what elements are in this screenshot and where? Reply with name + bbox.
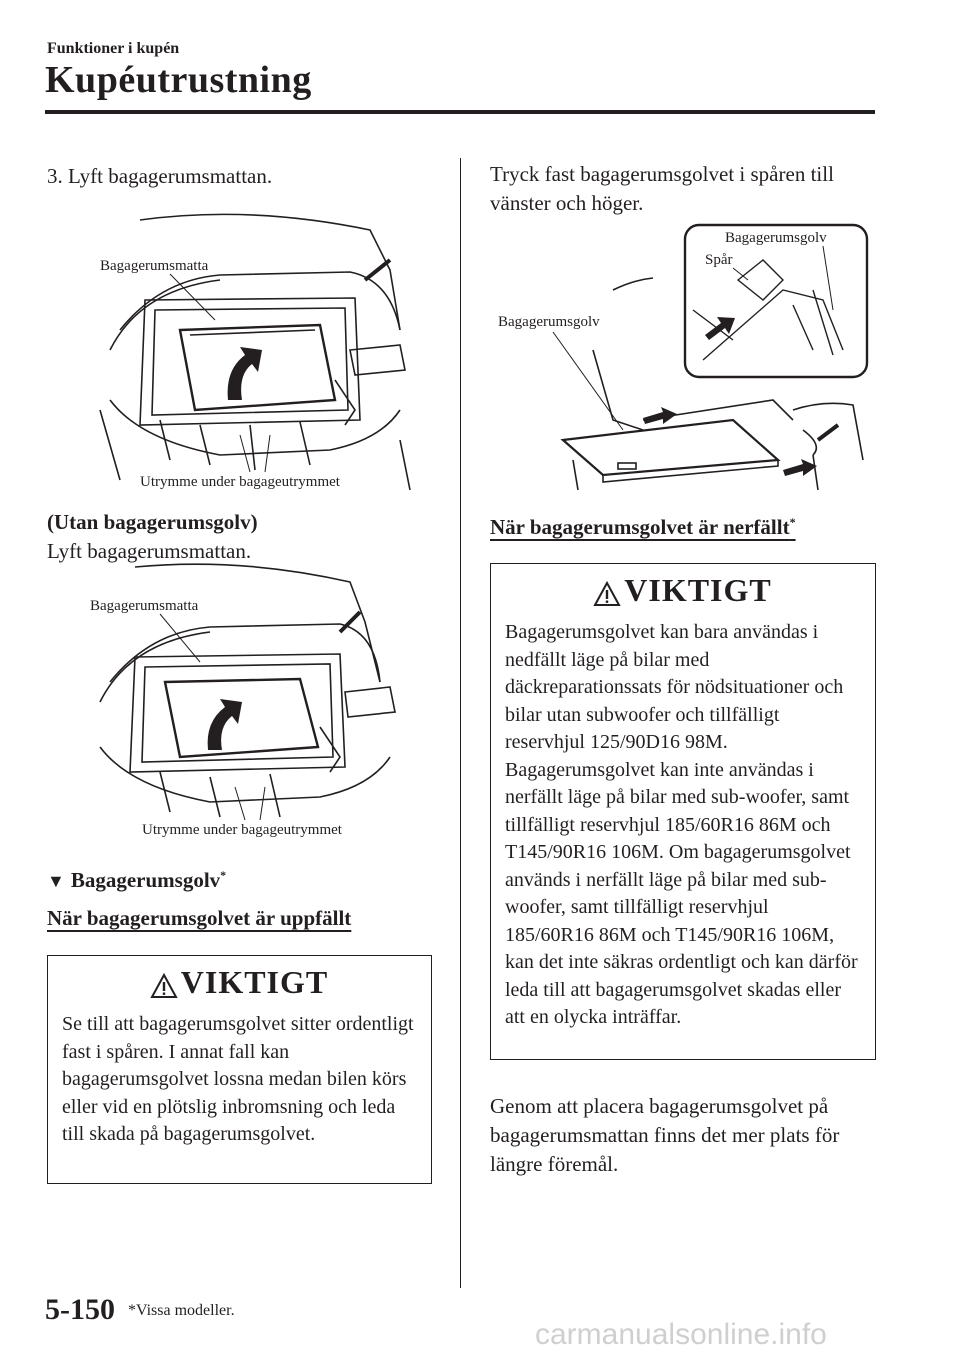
warning-triangle-icon <box>151 974 177 998</box>
closing-paragraph: Genom att placera bagagerumsgolvet på bagagerumsmattan finns det mer plats för längre föremål. <box>490 1094 840 1176</box>
without-floor-text: Lyft bagagerumsmattan. <box>47 539 252 563</box>
warning-text-2: Bagagerumsgolvet kan bara användas i nedfällt läge på bilar med däckreparationssats för nödsituationer och bilar utan subwoofer och tillfälligt reservhjul 125/90D16 98M. Bagagerumsgolvet kan inte användas i nerfällt läge på bilar med sub-woofer, samt tillfälligt reservhjul 185/60R16 86M och T145/90R16 106M. Om bagagerumsgolvet används i nerfällt läge på bilar med sub-woofer, samt tillfälligt reservhjul 185/60R16 86M och T145/90R16 106M, kan det inte säkras ordentligt och kan därför leda till att bagagerumsgolvet skadas eller att en olycka inträffar. <box>505 621 858 1028</box>
figure-floor-tracks <box>493 220 875 500</box>
triangle-bullet-icon: ▼ <box>47 871 65 891</box>
warning-title-1: VIKTIGT <box>48 964 431 1001</box>
label-mat-1: Bagagerumsmatta <box>100 258 209 274</box>
section-label: Funktioner i kupén <box>47 40 180 57</box>
warning-title-2: VIKTIGT <box>491 572 875 609</box>
page-title: Kupéutrustning <box>45 59 312 101</box>
warning-triangle-icon <box>594 582 620 606</box>
warning-box-1 <box>47 955 432 1184</box>
without-floor-block <box>47 508 437 566</box>
warning-box-2 <box>490 563 876 1060</box>
label-floor-top: Bagagerumsgolv <box>725 230 827 246</box>
section-heading <box>47 868 226 893</box>
footnote-marker: * <box>220 868 227 882</box>
header-rule <box>45 110 875 114</box>
column-divider <box>460 158 461 1288</box>
step-3: 3. Lyft bagagerumsmattan. <box>47 164 273 188</box>
lowered-heading: När bagagerumsgolvet är nerfällt* <box>490 515 796 539</box>
page-number: 5-150 <box>45 1293 115 1326</box>
label-track: Spår <box>705 252 733 268</box>
label-floor-left: Bagagerumsgolv <box>498 314 600 330</box>
label-mat-2: Bagagerumsmatta <box>90 598 199 614</box>
footnote: *Vissa modeller. <box>128 1302 235 1319</box>
raised-heading: När bagagerumsgolvet är uppfällt <box>47 906 352 930</box>
without-floor-title: (Utan bagagerumsgolv) <box>47 510 258 534</box>
label-space-2: Utrymme under bagageutrymmet <box>142 822 342 838</box>
label-space-1: Utrymme under bagageutrymmet <box>140 474 340 490</box>
figure-trunk-mat-lift-2 <box>90 562 410 842</box>
watermark: carmanualsonline.info <box>535 1318 827 1351</box>
warning-text-1: Se till att bagagerumsgolvet sitter ordentligt fast i spåren. I annat fall kan bagagerumsgolvet lossna medan bilen körs eller vid en plötslig inbromsning och leda till skada på bagagerumsgolvet. <box>62 1013 414 1145</box>
section-heading-text: Bagagerumsgolv <box>70 868 221 892</box>
right-intro: Tryck fast bagagerumsgolvet i spåren till vänster och höger. <box>490 162 834 215</box>
figure-trunk-mat-lift-1 <box>100 210 420 500</box>
